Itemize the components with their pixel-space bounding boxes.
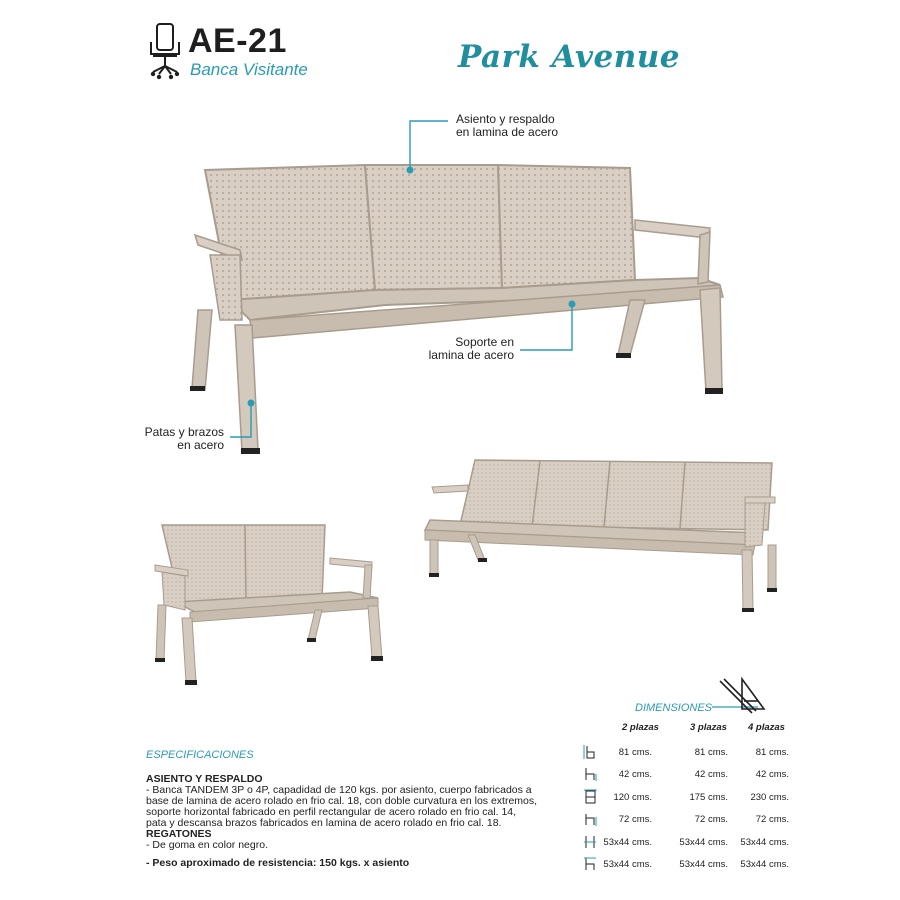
table-row <box>580 789 795 807</box>
dimensions-heading: DIMENSIONES <box>635 702 713 714</box>
table-row <box>580 766 795 784</box>
callout-seat-back-line2: en lamina de acero <box>456 125 559 139</box>
callout-support-line2: lamina de acero <box>428 348 514 362</box>
height-3-seats: 81 cms. <box>694 747 728 758</box>
table-row <box>580 834 795 852</box>
seat-height-2-seats: 42 cms. <box>618 769 652 780</box>
back-size-2-seats: 53x44 cms. <box>603 859 652 870</box>
height-icon <box>582 744 598 760</box>
bench-2-seat-image <box>150 520 385 695</box>
seat-size-4-seats: 53x44 cms. <box>740 837 789 848</box>
model-code: AE-21 <box>188 22 287 60</box>
spec-line: - De goma en color negro. <box>146 839 268 851</box>
spec-line: base de lamina de acero rolado en frio cal. 18, con doble curvatura en los extremos, <box>146 795 538 807</box>
callout-seat-back-line1: Asiento y respaldo <box>456 112 555 126</box>
width-3-seats: 175 cms. <box>689 792 728 803</box>
back-size-3-seats: 53x44 cms. <box>679 859 728 870</box>
callout-seat-back <box>456 113 558 139</box>
callout-legs <box>128 426 224 452</box>
specifications-block <box>146 774 586 869</box>
callout-legs-line1: Patas y brazos <box>144 425 224 439</box>
bench-4-seat-image <box>420 455 780 620</box>
callout-legs-line2: en acero <box>177 438 224 452</box>
model-subtitle: Banca Visitante <box>190 60 308 79</box>
arm-height-2-seats: 72 cms. <box>618 814 652 825</box>
dimensions-tools-icon <box>712 675 772 717</box>
width-2-seats: 120 cms. <box>613 792 652 803</box>
height-4-seats: 81 cms. <box>755 747 789 758</box>
seat-size-3-seats: 53x44 cms. <box>679 837 728 848</box>
seat-height-4-seats: 42 cms. <box>755 769 789 780</box>
spec-title-seat-back: ASIENTO Y RESPALDO <box>146 773 263 785</box>
seat-size-2-seats: 53x44 cms. <box>603 837 652 848</box>
spec-weight: - Peso aproximado de resistencia: 150 kgs. x asiento <box>146 857 410 869</box>
arm-height-3-seats: 72 cms. <box>694 814 728 825</box>
width-4-seats: 230 cms. <box>750 792 789 803</box>
spec-line: pata y descansa brazos fabricados en lamina de acero rolado en frio cal. 18. <box>146 817 502 829</box>
spec-title-feet: REGATONES <box>146 828 212 840</box>
callout-support-line1: Soporte en <box>455 335 514 349</box>
table-row <box>580 811 795 829</box>
spec-line: - Banca TANDEM 3P o 4P, capadidad de 120 kgs. por asiento, cuerpo fabricados a <box>146 784 532 796</box>
column-header-4-seats: 4 plazas <box>748 722 785 733</box>
back-size-4-seats: 53x44 cms. <box>740 859 789 870</box>
column-header-2-seats: 2 plazas <box>622 722 659 733</box>
arm-height-4-seats: 72 cms. <box>755 814 789 825</box>
callout-support <box>420 336 514 362</box>
table-row <box>580 856 795 874</box>
height-2-seats: 81 cms. <box>618 747 652 758</box>
seat-height-3-seats: 42 cms. <box>694 769 728 780</box>
spec-line: soporte horizontal fabricado en perfil rectangular de acero rolado en frio cal. 14, <box>146 806 517 818</box>
column-header-3-seats: 3 plazas <box>690 722 727 733</box>
specifications-heading: ESPECIFICACIONES <box>146 749 254 761</box>
product-name: Park Avenue <box>458 39 681 75</box>
table-row <box>580 744 795 762</box>
